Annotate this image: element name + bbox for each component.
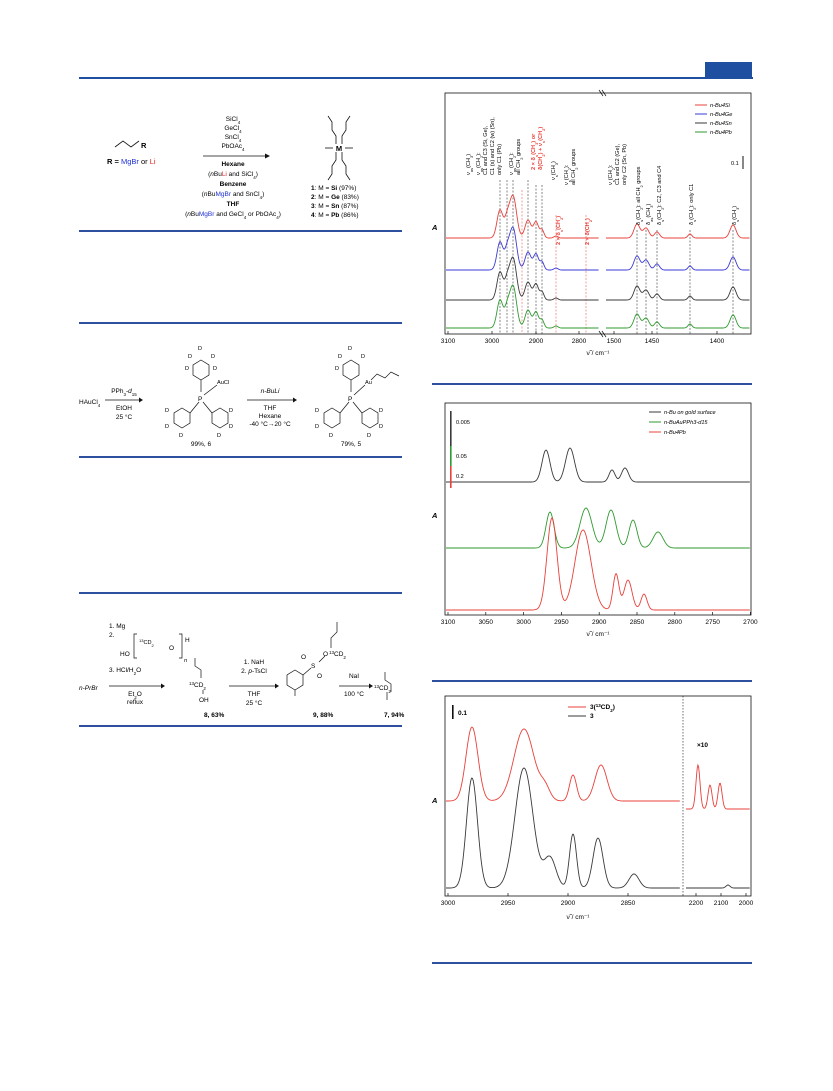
svg-text:D: D	[229, 424, 234, 430]
product-list	[311, 185, 359, 219]
fig1-red-vlines	[522, 190, 586, 334]
x-tick-label: 3100	[440, 338, 456, 345]
figure-2-rule	[432, 680, 752, 682]
svg-text:D: D	[217, 433, 222, 439]
butyl-chain	[115, 141, 139, 147]
svg-text:δs(CH2): only C1: $\delta_s(CH_2)$: only C1	[689, 183, 697, 225]
svg-text:2. p-TsCl: 2. p-TsCl	[241, 668, 267, 675]
spectrum-3	[446, 768, 680, 888]
svg-text:C1 and C2 (Ge),: C1 and C2 (Ge),	[615, 143, 621, 185]
svg-text:0.05: 0.05	[456, 454, 467, 460]
svg-text:2.: 2.	[109, 632, 115, 639]
svg-text:δs(CH2): all CH2 groups: $\delta_s(CH_2)$: all $CH_2$ groups	[636, 166, 644, 225]
x-tick-label: 1400	[709, 338, 725, 345]
x-tick-label: 3000	[516, 619, 531, 626]
scheme-1-rule	[79, 230, 402, 232]
fig3-multiplier: ×10	[697, 742, 709, 749]
x-tick-label: 2850	[620, 900, 636, 907]
spectrum-3-cd-region	[686, 885, 750, 888]
svg-text:13CD2: $^{13}CD_2$	[139, 637, 154, 648]
fig3-ylabel: A	[432, 796, 438, 805]
svg-text:0.2: 0.2	[456, 474, 464, 480]
x-tick-label: 2800	[571, 338, 587, 345]
svg-text:3: 3	[590, 713, 594, 720]
product-7-yield: 7, 94%	[384, 712, 405, 719]
svg-text:D: D	[367, 433, 372, 439]
fig3-spectra	[446, 727, 750, 888]
svg-text:D: D	[315, 408, 320, 414]
fig3-xlabel: ν̃ / cm⁻¹	[566, 914, 590, 921]
svg-text:Hexane: Hexane	[258, 413, 282, 420]
svg-text:D: D	[335, 366, 340, 372]
svg-text:0.005: 0.005	[456, 420, 470, 426]
svg-text:δ(CH2) + νs(CH2): $\delta(CH_2) + \nu_s(CH_2)$	[538, 126, 546, 170]
svg-text:S: S	[311, 663, 316, 670]
x-tick-label: 2950	[500, 900, 516, 907]
spectrum-buau	[446, 508, 750, 548]
x-tick-label: 2900	[560, 900, 576, 907]
solvent-benzene: Benzene	[219, 181, 247, 188]
svg-text:13CD2: $^{13}CD_2$	[329, 649, 346, 660]
spectrum-pb	[446, 518, 750, 610]
svg-text:D: D	[198, 346, 203, 352]
svg-text:2: M = Ge (83%): 2: M = Ge (83%)	[311, 194, 359, 201]
spectrum-3-ch-bend	[606, 314, 750, 328]
header-rule	[79, 77, 753, 79]
benzene-note: (nBuMgBr and SnCl$_4$)	[201, 191, 265, 200]
svg-text:4: M = Pb (86%): 4: M = Pb (86%)	[311, 212, 359, 219]
svg-text:3(13CD2): $3(^{13}CD_2)$	[590, 702, 615, 713]
fig2-x-ticks	[441, 612, 758, 626]
fig3-legend	[568, 703, 615, 721]
product-6-structure	[174, 360, 228, 428]
x-tick-label: 3100	[440, 619, 456, 626]
product-9-yield: 9, 88%	[313, 712, 334, 719]
x-tick-label: 2900	[528, 338, 544, 345]
svg-text:HO: HO	[120, 651, 130, 658]
product-6-yield: 99%, 6	[190, 441, 212, 448]
svg-text:AuCl: AuCl	[217, 380, 230, 386]
caption-rule	[79, 322, 402, 324]
fig2-legend	[649, 410, 716, 436]
svg-text:H: H	[185, 637, 190, 644]
svg-text:D: D	[211, 354, 216, 360]
svg-text:2 × δ(CH2): $2 \times \delta(CH_2)$	[585, 218, 593, 245]
spectrum-0-ch-bend	[606, 224, 750, 238]
header-page-block	[705, 62, 752, 77]
svg-text:100 °C: 100 °C	[344, 691, 364, 698]
svg-text:O: O	[169, 645, 175, 652]
fig3-scale: 0.1	[458, 710, 468, 717]
svg-text:1: M = Si (97%): 1: M = Si (97%)	[311, 185, 357, 192]
svg-text:THF: THF	[263, 405, 277, 412]
svg-text:-40 °C→20 °C: -40 °C→20 °C	[249, 421, 291, 428]
product-8-yield: 8, 63%	[204, 712, 225, 719]
figure-2-ir-spectra	[428, 400, 758, 645]
fig1-xlabel: ν̃ / cm⁻¹	[586, 350, 610, 357]
cond-etoh: EtOH	[116, 405, 132, 412]
metal-center: M	[335, 144, 343, 153]
spectrum-3-ch-stretch	[446, 285, 599, 328]
svg-text:13CD2: $^{13}CD_2$	[374, 683, 391, 694]
figure-3-rule	[432, 962, 752, 964]
svg-text:D: D	[213, 366, 218, 372]
x-tick-label: 2000	[738, 900, 754, 907]
x-tick-label: 2700	[743, 619, 758, 626]
svg-text:1. Mg: 1. Mg	[109, 623, 126, 630]
figure-3-ir-spectra	[428, 693, 758, 928]
reagent-pph3: $PPh_3-d_{15}$	[111, 388, 137, 397]
scheme-3	[79, 610, 409, 720]
svg-text:NaI: NaI	[348, 673, 360, 680]
svg-text:νas(CH2):: $\nu_{as}(CH_2)$:	[509, 152, 517, 175]
r-definition: R = MgBr or Li	[107, 157, 156, 166]
svg-text:D: D	[229, 408, 234, 414]
svg-text:D: D	[338, 354, 343, 360]
solvent-thf: THF	[226, 201, 240, 208]
fig1-vlines	[500, 180, 733, 334]
scheme-1	[79, 100, 404, 230]
svg-text:D: D	[361, 354, 366, 360]
start-nprbr: n-PrBr	[79, 685, 98, 692]
x-tick-label: 2900	[591, 619, 607, 626]
svg-text:OH: OH	[199, 697, 209, 704]
thf-note: (nBuMgBr and GeCl$_4$ or PbOAc$_4$)	[185, 211, 281, 220]
fig2-xlabel: ν̃ / cm⁻¹	[586, 631, 610, 638]
svg-text:D: D	[329, 433, 334, 439]
svg-text:n-Bu4Sn: n-Bu4Sn	[710, 121, 732, 127]
x-tick-label: 1450	[644, 338, 660, 345]
reagent-sicl4: SiCl$_4$	[225, 116, 241, 125]
svg-text:n-BuAuPPh3-d15: n-BuAuPPh3-d15	[664, 420, 708, 426]
spectrum-1-ch-bend	[606, 256, 750, 270]
x-tick-label: 2800	[667, 619, 683, 626]
reagent-nbuli: n-BuLi	[260, 388, 280, 395]
fig2-ylabel: A	[432, 511, 438, 520]
svg-text:νs(CH2):: $\nu_s(CH_2)$:	[608, 164, 616, 185]
spectrum-13cd2-cd-region	[686, 765, 750, 809]
svg-text:D: D	[348, 346, 353, 352]
svg-text:n-Bu4Ge: n-Bu4Ge	[710, 112, 733, 118]
solvent-hexane: Hexane	[221, 161, 245, 168]
svg-text:D: D	[379, 408, 384, 414]
svg-text:n-Bu on gold surface: n-Bu on gold surface	[664, 410, 716, 416]
deuterium-labels-6	[165, 346, 233, 439]
svg-text:D: D	[165, 424, 170, 430]
svg-text:D: D	[179, 433, 184, 439]
svg-text:n: n	[184, 658, 188, 664]
svg-text:D: D	[315, 424, 320, 430]
start-haucl4: HAuCl$_4$	[79, 399, 101, 408]
svg-text:νs(CH2):: $\nu_s(CH_2)$:	[564, 164, 572, 185]
svg-text:1. NaH: 1. NaH	[243, 659, 265, 666]
reagent-gecl4: GeCl$_4$	[224, 125, 242, 134]
r-group: R	[141, 141, 147, 150]
svg-text:O: O	[301, 654, 307, 661]
svg-text:3: M = Sn (87%): 3: M = Sn (87%)	[311, 203, 359, 210]
svg-text:n-Bu4Pb: n-Bu4Pb	[664, 430, 686, 436]
x-tick-label: 2200	[688, 900, 704, 907]
fig1-scale: 0.1	[731, 161, 739, 167]
svg-text:O: O	[317, 673, 323, 680]
scheme-2-rule	[79, 456, 402, 458]
spectrum-13cd2	[446, 727, 680, 801]
svg-text:2 × δs(CH2): $2 \times \delta_s(CH_2)$	[556, 215, 564, 245]
fig1-legend	[695, 103, 732, 136]
scheme-3-rule	[79, 725, 402, 727]
svg-text:13CD2: $^{13}CD_2$	[189, 680, 206, 691]
axis-break	[599, 90, 606, 337]
reagent-pboac4: PbOAc$_4$	[221, 143, 245, 152]
svg-text:THF: THF	[247, 691, 261, 698]
svg-text:all CH2 groups: all $CH_2$ groups	[571, 148, 579, 185]
svg-text:Et2O: $Et_2O$	[128, 691, 142, 700]
x-tick-label: 3050	[478, 619, 494, 626]
caption-rule-2	[79, 592, 402, 594]
figure-1-ir-spectra	[428, 90, 758, 365]
hexane-note: (nBuLi and SiCl$_4$)	[208, 171, 258, 180]
x-tick-label: 3000	[484, 338, 500, 345]
svg-text:all CH2 groups: all $CH_2$ groups	[516, 138, 524, 175]
figure-1-rule	[432, 383, 752, 385]
svg-text:3. HCl/H2O: 3. HCl/$H_2O$	[109, 667, 142, 676]
scheme-2	[79, 340, 409, 450]
svg-text:νas(CH3): $\nu_{as}(CH_3)$	[466, 153, 474, 175]
reagent-sncl4: SnCl$_4$	[224, 134, 242, 143]
spectrum-gold	[446, 448, 750, 482]
svg-text:only C2 (Sn, Pb): only C2 (Sn, Pb)	[622, 143, 628, 185]
svg-text:P: P	[348, 396, 353, 403]
svg-text:O: O	[323, 651, 329, 658]
fig1-spectra	[446, 195, 750, 328]
svg-text:C1 and C3 (Si, Ge),: C1 and C3 (Si, Ge),	[483, 125, 489, 175]
x-tick-label: 2950	[554, 619, 569, 626]
x-tick-label: 1500	[606, 338, 622, 345]
fig1-ylabel: A	[432, 223, 438, 232]
svg-text:reflux: reflux	[127, 699, 143, 706]
svg-text:D: D	[165, 408, 170, 414]
x-tick-label: 2750	[705, 619, 720, 626]
svg-text:D: D	[188, 354, 193, 360]
x-tick-label: 2850	[629, 619, 645, 626]
fig2-scalebars	[450, 411, 470, 488]
product-5-yield: 79%, 5	[340, 441, 362, 448]
svg-text:δas(CH3): $\delta_{as}(CH_3)$	[646, 203, 654, 225]
svg-text:D: D	[185, 366, 190, 372]
svg-text:P: P	[198, 396, 203, 403]
svg-text:2 × δs(CH3) or: $2 \times \delta_s(CH_3)$ or	[531, 133, 539, 170]
svg-text:25 °C: 25 °C	[245, 700, 263, 707]
cond-25c: 25 °C	[115, 414, 133, 421]
fig3-x-ticks	[441, 893, 754, 907]
svg-text:δs(CH2): C2, C3 and C4: $\delta_s(CH_2)$: C2, C3 and C4	[657, 165, 665, 225]
svg-text:C1 (s) and C2 (w) (Sn),: C1 (s) and C2 (w) (Sn),	[490, 117, 496, 175]
spectrum-2-ch-bend	[606, 286, 750, 300]
deuterium-labels-5	[315, 346, 383, 439]
svg-text:δs(CH3): $\delta_s(CH_3)$	[732, 205, 740, 225]
svg-text:n-Bu4Pb: n-Bu4Pb	[710, 130, 732, 136]
svg-text:νs(CH3): $\nu_s(CH_3)$	[551, 161, 559, 180]
fig2-spectra	[446, 448, 750, 610]
spectrum-2-ch-stretch	[446, 257, 599, 300]
fig1-x-ticks	[441, 331, 725, 345]
svg-text:νas(CH2):: $\nu_{as}(CH_2)$:	[476, 152, 484, 175]
x-tick-label: 3000	[440, 900, 456, 907]
svg-text:n-Bu4Si: n-Bu4Si	[710, 103, 730, 109]
svg-text:only C1 (Pb): only C1 (Pb)	[497, 143, 503, 175]
svg-text:D: D	[379, 424, 384, 430]
product-9-structure	[287, 622, 337, 696]
svg-text:Au: Au	[365, 380, 372, 386]
spectrum-0-ch-stretch	[446, 195, 599, 238]
x-tick-label: 2100	[713, 900, 729, 907]
